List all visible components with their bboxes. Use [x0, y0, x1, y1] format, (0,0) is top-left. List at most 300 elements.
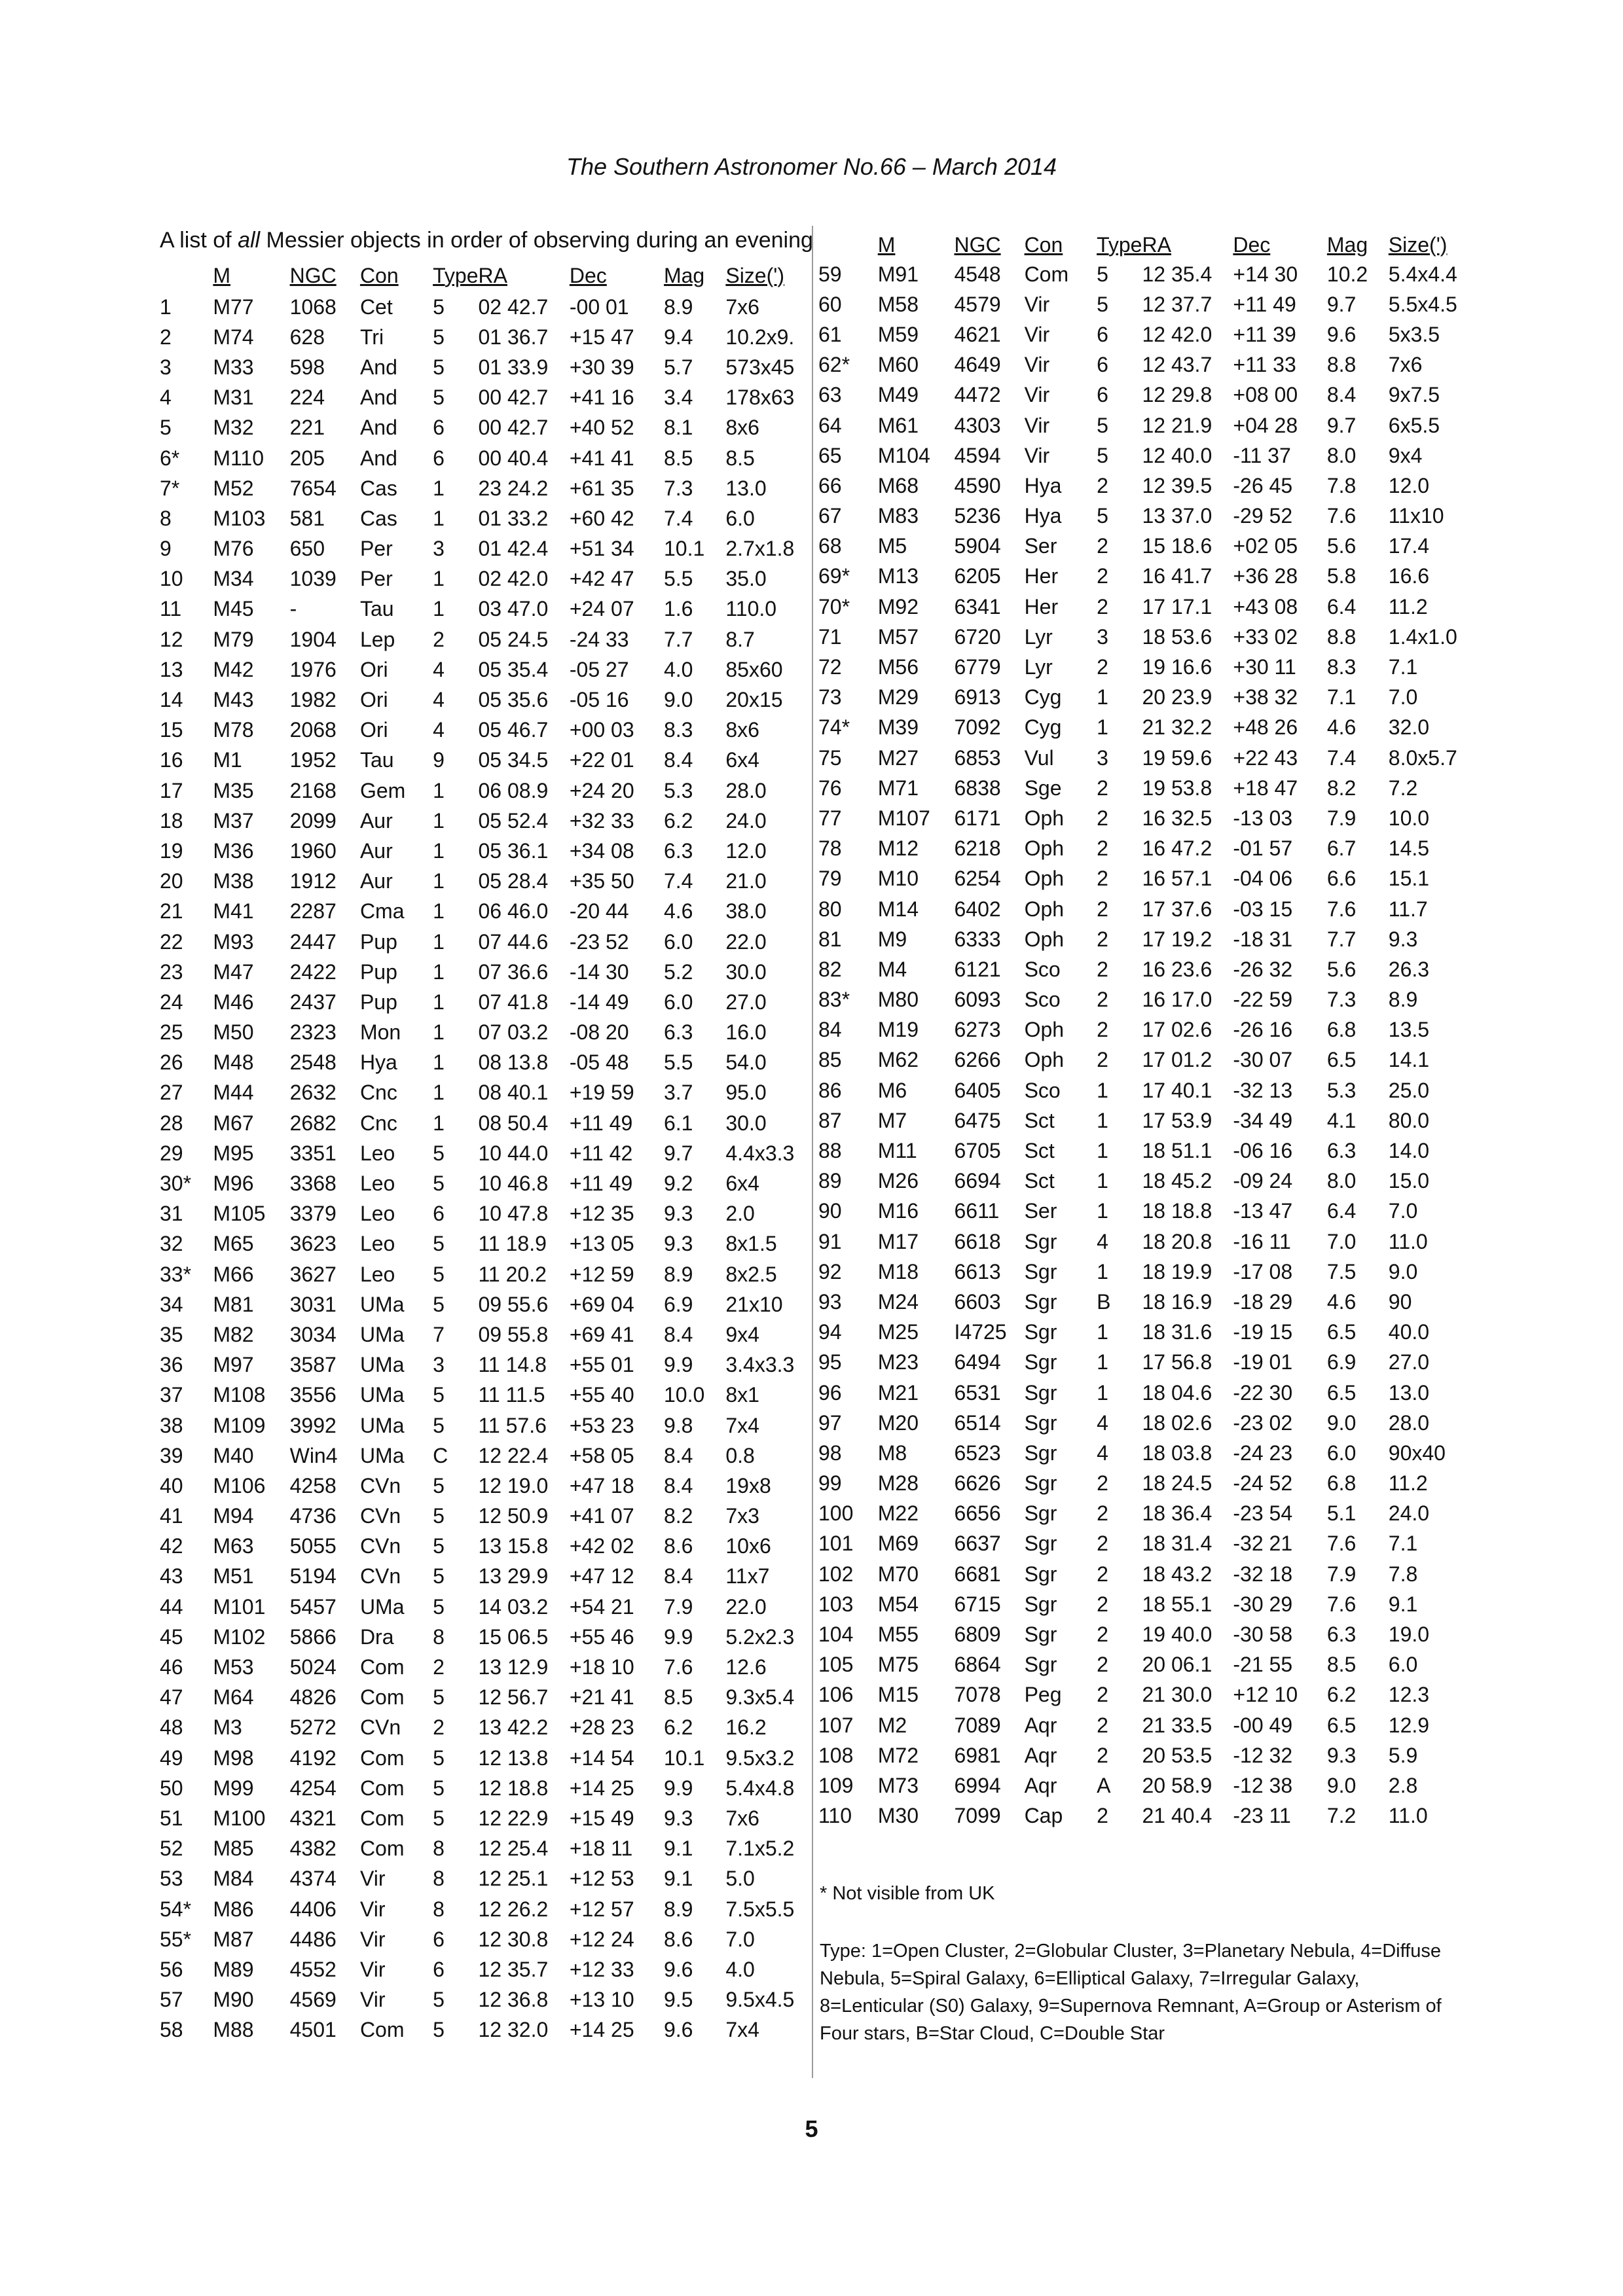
cell-num: 71 [818, 624, 842, 649]
cell-con: Aqr [1024, 1743, 1057, 1767]
cell-type: 2 [1097, 1653, 1108, 1677]
cell-num: 24 [160, 990, 183, 1014]
cell-dec: +47 12 [569, 1564, 634, 1588]
cell-ra: 12 42.0 [1142, 322, 1213, 346]
cell-type: 2 [1097, 1532, 1108, 1556]
cell-ngc: 6779 [954, 655, 1001, 679]
cell-dec: -13 03 [1233, 806, 1293, 830]
cell-mag: 6.2 [1326, 1683, 1357, 1707]
cell-mag: 8.3 [1326, 655, 1357, 679]
cell-type: 2 [1097, 1804, 1108, 1828]
cell-size: 90 [1388, 1289, 1412, 1314]
cell-dec: -23 52 [569, 929, 629, 954]
cell-ra: 05 46.7 [478, 718, 549, 742]
cell-m: M105 [213, 1202, 266, 1226]
cell-dec: +69 04 [569, 1292, 634, 1316]
cell-size: 8.7 [725, 627, 755, 651]
cell-ngc: 4192 [289, 1746, 337, 1770]
cell-num: 31 [160, 1202, 183, 1226]
messier-table-right [818, 230, 1473, 1831]
cell-m: M109 [213, 1413, 266, 1437]
cell-num: 50 [160, 1776, 183, 1800]
cell-mag: 8.9 [663, 1262, 693, 1286]
cell-size: 22.0 [725, 1594, 767, 1619]
cell-type: 5 [433, 1292, 445, 1316]
cell-dec: -05 48 [569, 1050, 629, 1075]
cell-ra: 12 13.8 [478, 1746, 549, 1770]
cell-con: Per [359, 537, 393, 561]
cell-m: M10 [877, 867, 919, 891]
cell-m: M4 [877, 957, 907, 981]
cell-con: Ser [1024, 1199, 1057, 1223]
cell-dec: -01 57 [1233, 836, 1293, 861]
cell-mag: 7.3 [663, 476, 693, 500]
cell-con: Sgr [1024, 1562, 1057, 1586]
cell-size: 11x10 [1388, 504, 1444, 528]
cell-num: 100 [818, 1501, 854, 1526]
cell-num: 96 [818, 1380, 842, 1405]
cell-m: M74 [213, 325, 254, 349]
cell-con: Pup [359, 929, 397, 954]
cell-mag: 10.0 [663, 1383, 705, 1407]
cell-con: Vir [359, 1927, 386, 1951]
cell-size: 178x63 [725, 386, 795, 410]
cell-m: M80 [877, 988, 919, 1012]
cell-num: 49 [160, 1746, 183, 1770]
table-row [818, 471, 1473, 501]
cell-num: 80 [818, 897, 842, 921]
cell-num: 68 [818, 534, 842, 558]
cell-dec: +55 46 [569, 1624, 634, 1649]
cell-num: 79 [818, 867, 842, 891]
cell-ngc: 6341 [954, 594, 1001, 619]
header-num [160, 259, 213, 292]
left-column [160, 228, 813, 2045]
cell-num: 16 [160, 748, 183, 772]
cell-num: 98 [818, 1441, 842, 1465]
cell-size: 26.3 [1388, 957, 1430, 981]
cell-dec: +13 05 [569, 1232, 634, 1256]
cell-mag: 10.1 [663, 1746, 705, 1770]
cell-num: 81 [818, 927, 842, 951]
cell-type: 6 [433, 1927, 445, 1951]
cell-con: CVn [359, 1473, 401, 1498]
cell-m: M90 [213, 1988, 254, 2012]
cell-ngc: 1960 [289, 838, 337, 863]
header-ngc: NGC [954, 232, 1001, 257]
table-row [160, 1168, 808, 1198]
table-row [160, 1410, 808, 1441]
cell-m: M104 [877, 443, 930, 467]
cell-mag: 7.4 [1326, 745, 1357, 770]
cell-ra: 19 40.0 [1142, 1623, 1213, 1647]
cell-num: 53 [160, 1867, 183, 1891]
cell-m: M67 [213, 1111, 254, 1135]
table-row [818, 562, 1473, 592]
cell-size: 7.0 [725, 1927, 755, 1951]
cell-size: 14.0 [1388, 1139, 1430, 1163]
cell-con: Sgr [1024, 1501, 1057, 1526]
cell-con: And [359, 355, 397, 379]
cell-type: 5 [433, 1594, 445, 1619]
cell-m: M89 [213, 1957, 254, 1981]
cell-dec: +40 52 [569, 416, 634, 440]
table-row [160, 413, 808, 443]
cell-mag: 6.5 [1326, 1380, 1357, 1405]
cell-type: 5 [433, 1534, 445, 1558]
cell-m: M91 [877, 262, 919, 286]
header-m: M [213, 263, 230, 287]
cell-num: 106 [818, 1683, 854, 1707]
cell-size: 1.4x1.0 [1388, 624, 1457, 649]
cell-type: 1 [1097, 1078, 1108, 1102]
cell-num: 74* [818, 715, 850, 740]
table-row [818, 1740, 1473, 1770]
cell-m: M93 [213, 929, 254, 954]
cell-dec: +55 01 [569, 1353, 634, 1377]
cell-mag: 7.6 [1326, 897, 1357, 921]
cell-m: M77 [213, 295, 254, 319]
cell-mag: 7.4 [663, 869, 693, 893]
cell-size: 90x40 [1388, 1441, 1446, 1465]
cell-con: Cet [359, 295, 393, 319]
cell-m: M41 [213, 899, 254, 924]
cell-m: M12 [877, 836, 919, 861]
cell-dec: +08 00 [1233, 383, 1298, 407]
cell-m: M13 [877, 564, 919, 588]
cell-num: 102 [818, 1562, 854, 1586]
cell-size: 20x15 [725, 688, 783, 712]
cell-dec: +11 49 [1233, 292, 1296, 316]
cell-con: Hya [1024, 504, 1062, 528]
cell-type: 1 [1097, 715, 1108, 740]
table-row [160, 1078, 808, 1108]
table-row [818, 683, 1473, 713]
cell-size: 5.2x2.3 [725, 1624, 795, 1649]
cell-num: 34 [160, 1292, 183, 1316]
cell-num: 17 [160, 778, 183, 802]
cell-num: 47 [160, 1685, 183, 1710]
cell-mag: 9.6 [663, 2018, 693, 2042]
cell-type: 6 [433, 446, 445, 470]
cell-num: 38 [160, 1413, 183, 1437]
table-row [160, 352, 808, 382]
cell-num: 76 [818, 776, 842, 800]
cell-type: 5 [433, 325, 445, 349]
cell-num: 58 [160, 2018, 183, 2042]
cell-ngc: 2323 [289, 1020, 337, 1045]
table-row [160, 383, 808, 413]
table-row [818, 1105, 1473, 1136]
cell-con: Hya [359, 1050, 397, 1075]
cell-size: 28.0 [725, 778, 767, 802]
cell-size: 8.0x5.7 [1388, 745, 1457, 770]
cell-size: 11.2 [1388, 594, 1428, 619]
cell-ngc: 6637 [954, 1532, 1001, 1556]
cell-num: 22 [160, 929, 183, 954]
cell-mag: 8.2 [1326, 776, 1357, 800]
cell-m: M3 [213, 1715, 242, 1740]
cell-ra: 01 36.7 [478, 325, 549, 349]
cell-dec: +12 24 [569, 1927, 634, 1951]
header-m: M [877, 232, 896, 257]
cell-size: 4.0 [725, 1957, 755, 1981]
cell-ra: 18 45.2 [1142, 1169, 1213, 1193]
cell-ra: 12 26.2 [478, 1897, 549, 1921]
cell-con: Vir [359, 1988, 386, 2012]
table-row [818, 1619, 1473, 1649]
cell-num: 42 [160, 1534, 183, 1558]
cell-ngc: 4552 [289, 1957, 337, 1981]
cell-ra: 16 32.5 [1142, 806, 1213, 830]
table-row [818, 1075, 1473, 1105]
cell-ra: 06 08.9 [478, 778, 549, 802]
cell-con: UMa [359, 1322, 405, 1346]
cell-mag: 9.0 [663, 688, 693, 712]
cell-ngc: 1068 [289, 295, 337, 319]
table-row [818, 1559, 1473, 1589]
cell-size: 13.0 [725, 476, 767, 500]
cell-size: 11.0 [1388, 1804, 1428, 1828]
cell-mag: 6.0 [1326, 1441, 1357, 1465]
cell-mag: 5.3 [663, 778, 693, 802]
cell-type: 5 [433, 1776, 445, 1800]
cell-ngc: 5457 [289, 1594, 337, 1619]
cell-mag: 6.5 [1326, 1320, 1357, 1344]
cell-ngc: 3368 [289, 1172, 337, 1196]
cell-mag: 5.3 [1326, 1078, 1357, 1102]
header-con: Con [1024, 232, 1063, 257]
cell-num: 12 [160, 627, 183, 651]
cell-mag: 7.6 [1326, 1532, 1357, 1556]
cell-size: 11x7 [725, 1564, 770, 1588]
table-row [160, 1894, 808, 1924]
cell-m: M73 [877, 1773, 919, 1797]
cell-type: 2 [1097, 1623, 1108, 1647]
cell-ra: 12 19.0 [478, 1473, 549, 1498]
cell-type: 1 [1097, 1199, 1108, 1223]
cell-type: 1 [1097, 1259, 1108, 1283]
cell-mag: 8.5 [663, 446, 693, 470]
cell-size: 54.0 [725, 1050, 767, 1075]
cell-ngc: 581 [289, 506, 325, 530]
cell-dec: +30 11 [1233, 655, 1296, 679]
cell-dec: -26 32 [1233, 957, 1293, 981]
cell-mag: 8.0 [1326, 443, 1357, 467]
running-header: The Southern Astronomer No.66 – March 2014 [566, 153, 1057, 180]
cell-num: 87 [818, 1108, 842, 1132]
cell-ngc: 4594 [954, 443, 1001, 467]
cell-con: UMa [359, 1383, 405, 1407]
cell-con: Mon [359, 1020, 401, 1045]
cell-con: Dra [359, 1624, 394, 1649]
cell-num: 54* [160, 1897, 192, 1921]
cell-mag: 6.4 [1326, 1199, 1357, 1223]
table-row [818, 1287, 1473, 1317]
cell-m: M32 [213, 416, 254, 440]
cell-mag: 10.2 [1326, 262, 1368, 286]
cell-ra: 12 40.0 [1142, 443, 1213, 467]
cell-type: 5 [433, 1473, 445, 1498]
cell-ngc: 1904 [289, 627, 337, 651]
cell-m: M45 [213, 597, 254, 621]
cell-type: 6 [433, 1202, 445, 1226]
cell-con: Ser [1024, 534, 1057, 558]
cell-dec: -30 58 [1233, 1623, 1293, 1647]
cell-num: 46 [160, 1655, 183, 1679]
cell-ra: 17 37.6 [1142, 897, 1213, 921]
cell-mag: 6.3 [1326, 1623, 1357, 1647]
cell-dec: -32 18 [1233, 1562, 1293, 1586]
cell-type: 2 [1097, 1562, 1108, 1586]
cell-ra: 18 43.2 [1142, 1562, 1213, 1586]
cell-ngc: 6273 [954, 1018, 1001, 1042]
cell-con: Sgr [1024, 1229, 1057, 1253]
cell-type: 1 [433, 506, 445, 530]
table-row [160, 1441, 808, 1471]
cell-dec: -32 21 [1233, 1532, 1293, 1556]
cell-size: 35.0 [725, 567, 767, 591]
cell-num: 32 [160, 1232, 183, 1256]
cell-type: 8 [433, 1624, 445, 1649]
cell-ra: 03 47.0 [478, 597, 549, 621]
cell-ra: 16 47.2 [1142, 836, 1213, 861]
cell-ngc: 6093 [954, 988, 1001, 1012]
cell-mag: 5.6 [1326, 957, 1357, 981]
table-row [818, 652, 1473, 682]
cell-num: 18 [160, 808, 183, 833]
cell-con: Com [359, 2018, 405, 2042]
cell-ngc: 6514 [954, 1410, 1001, 1435]
table-row [818, 1710, 1473, 1740]
cell-ngc: 6720 [954, 624, 1001, 649]
cell-size: 32.0 [1388, 715, 1430, 740]
cell-dec: -29 52 [1233, 504, 1293, 528]
table-row [160, 1319, 808, 1350]
cell-con: Cnc [359, 1081, 397, 1105]
cell-mag: 5.8 [1326, 564, 1357, 588]
cell-ra: 07 44.6 [478, 929, 549, 954]
cell-type: 2 [1097, 867, 1108, 891]
cell-ra: 16 57.1 [1142, 867, 1213, 891]
cell-mag: 9.8 [663, 1413, 693, 1437]
cell-mag: 7.6 [663, 1655, 693, 1679]
cell-type: 3 [1097, 745, 1108, 770]
cell-type: 1 [433, 990, 445, 1014]
cell-m: M78 [213, 718, 254, 742]
table-row [160, 1501, 808, 1532]
cell-con: Sgr [1024, 1289, 1057, 1314]
cell-m: M102 [213, 1624, 266, 1649]
cell-ra: 02 42.7 [478, 295, 549, 319]
cell-type: 1 [433, 899, 445, 924]
cell-size: 110.0 [725, 597, 777, 621]
cell-ra: 06 46.0 [478, 899, 549, 924]
cell-size: 8x1.5 [725, 1232, 777, 1256]
cell-mag: 1.6 [663, 597, 693, 621]
cell-ngc: 2068 [289, 718, 337, 742]
table-row [160, 1864, 808, 1894]
cell-dec: -08 20 [569, 1020, 629, 1045]
cell-con: Sgr [1024, 1623, 1057, 1647]
cell-size: 9.0 [1388, 1259, 1418, 1283]
cell-num: 13 [160, 657, 183, 681]
cell-size: 80.0 [1388, 1108, 1430, 1132]
table-row [160, 1743, 808, 1773]
cell-type: 2 [1097, 927, 1108, 951]
cell-con: Com [359, 1806, 405, 1830]
cell-type: 5 [1097, 292, 1108, 316]
cell-type: 1 [433, 1081, 445, 1105]
cell-type: 1 [1097, 1380, 1108, 1405]
cell-size: 10.2x9. [725, 325, 795, 349]
cell-m: M15 [877, 1683, 919, 1707]
cell-ra: 16 23.6 [1142, 957, 1213, 981]
cell-ngc: 6626 [954, 1471, 1001, 1496]
cell-size: 7x6 [725, 1806, 759, 1830]
cell-ra: 13 12.9 [478, 1655, 549, 1679]
cell-ngc: 6218 [954, 836, 1001, 861]
cell-con: Sct [1024, 1169, 1055, 1193]
cell-con: Com [359, 1776, 405, 1800]
cell-dec: -30 07 [1233, 1048, 1293, 1072]
cell-num: 67 [818, 504, 842, 528]
cell-dec: -21 55 [1233, 1653, 1293, 1677]
cell-mag: 6.9 [663, 1292, 693, 1316]
cell-ra: 12 30.8 [478, 1927, 549, 1951]
table-row [160, 1471, 808, 1501]
cell-dec: +02 05 [1233, 534, 1298, 558]
table-row [818, 410, 1473, 440]
cell-num: 28 [160, 1111, 183, 1135]
cell-ngc: 2437 [289, 990, 337, 1014]
cell-mag: 9.7 [1326, 413, 1357, 437]
cell-dec: +55 40 [569, 1383, 634, 1407]
table-row [160, 624, 808, 655]
cell-con: Lyr [1024, 624, 1053, 649]
cell-mag: 7.9 [1326, 1562, 1357, 1586]
cell-size: 2.8 [1388, 1773, 1418, 1797]
cell-type: 4 [1097, 1229, 1108, 1253]
cell-m: M22 [877, 1501, 919, 1526]
cell-size: 12.6 [725, 1655, 767, 1679]
cell-ra: 00 42.7 [478, 416, 549, 440]
cell-mag: 7.6 [1326, 1592, 1357, 1616]
cell-mag: 6.9 [1326, 1350, 1357, 1374]
cell-num: 95 [818, 1350, 842, 1374]
cell-type: A [1097, 1773, 1111, 1797]
cell-type: 1 [433, 869, 445, 893]
cell-con: UMa [359, 1594, 405, 1619]
cell-mag: 6.6 [1326, 867, 1357, 891]
cell-ra: 02 42.0 [478, 567, 549, 591]
cell-con: Sgr [1024, 1653, 1057, 1677]
cell-m: M9 [877, 927, 907, 951]
cell-ra: 13 15.8 [478, 1534, 549, 1558]
cell-ngc: 5272 [289, 1715, 337, 1740]
cell-mag: 9.9 [663, 1624, 693, 1649]
cell-dec: +33 02 [1233, 624, 1298, 649]
cell-m: M27 [877, 745, 919, 770]
cell-type: 1 [1097, 1350, 1108, 1374]
cell-size: 2.0 [725, 1202, 755, 1226]
cell-mag: 9.3 [663, 1232, 693, 1256]
cell-m: M61 [877, 413, 919, 437]
table-row [818, 1529, 1473, 1559]
column-divider [812, 226, 813, 2078]
cell-m: M50 [213, 1020, 254, 1045]
table-row [160, 1562, 808, 1592]
